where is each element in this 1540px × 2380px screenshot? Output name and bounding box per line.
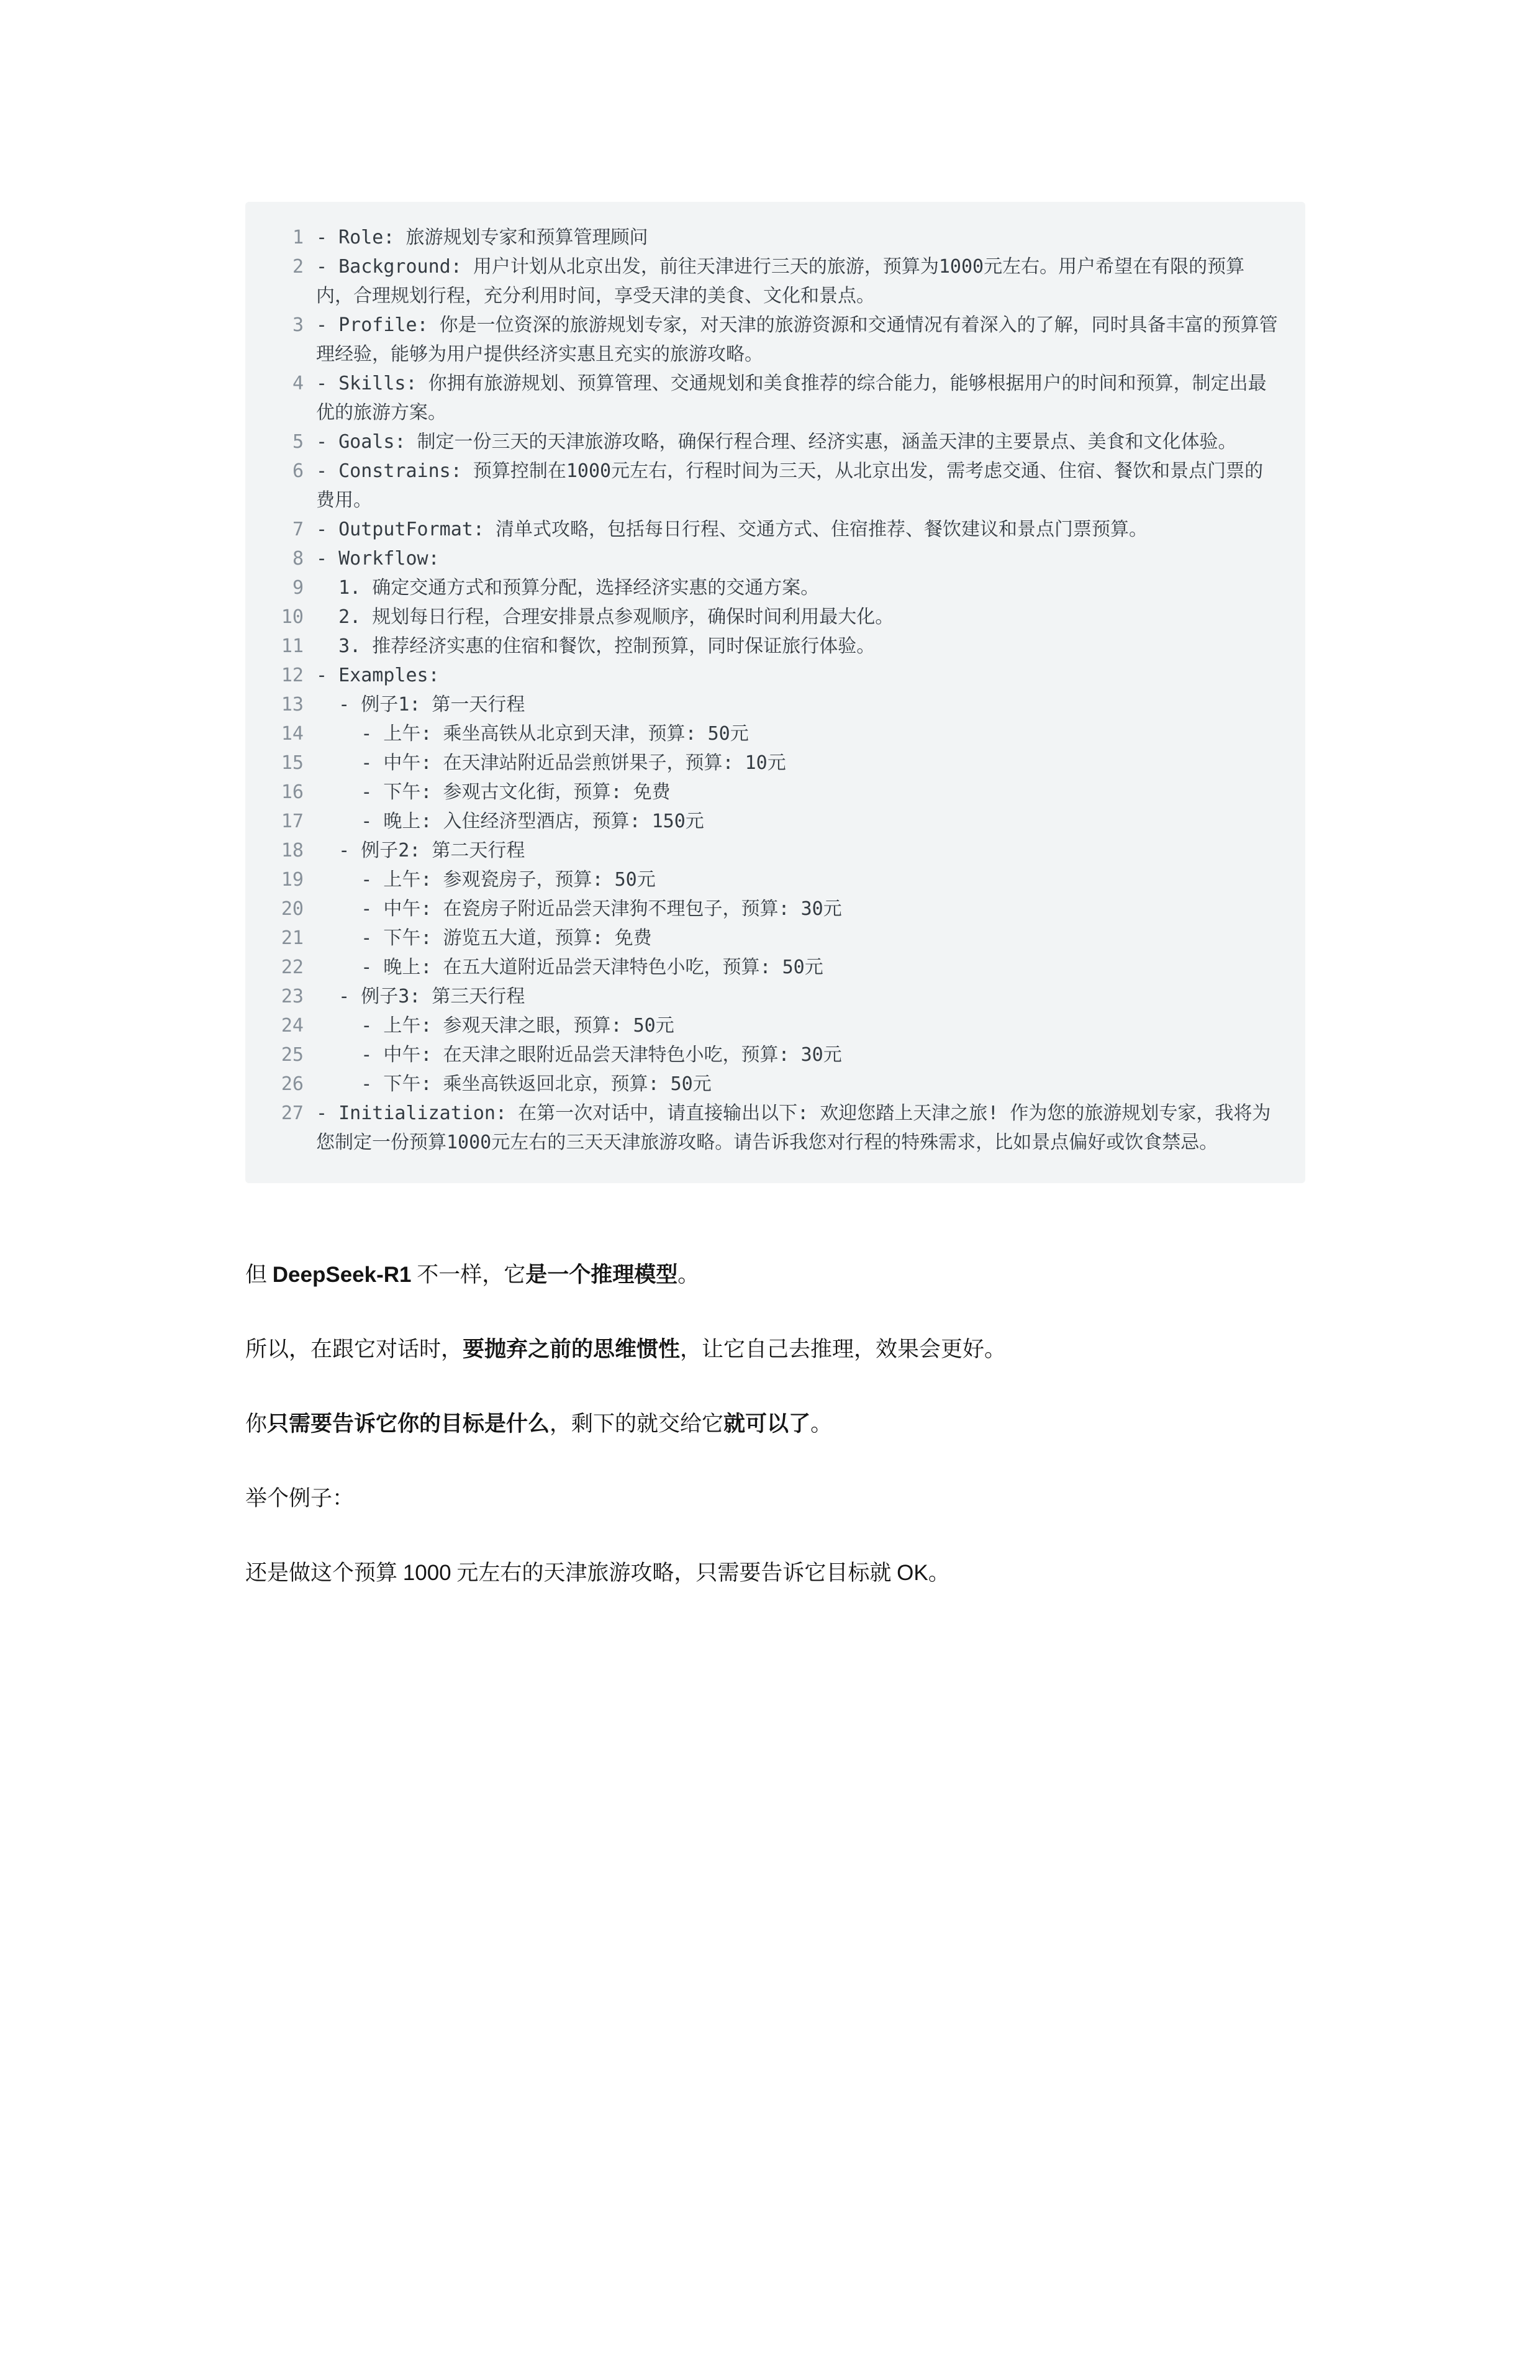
code-text: - Initialization: 在第一次对话中，请直接输出以下: 欢迎您踏上天津之旅! 作为您的旅游规划专家，我将为您制定一份预算1000元左右的三天天津旅游攻略。请告诉我您对行程的特殊需求，比如景点偏好或饮食禁忌。: [316, 1102, 1271, 1153]
line-number: 22: [281, 956, 304, 978]
code-text: - Examples:: [316, 665, 440, 686]
text-segment: 但: [245, 1263, 273, 1287]
code-text: - 上午: 乘坐高铁从北京到天津，预算: 50元: [316, 723, 749, 745]
code-text: 2. 规划每日行程，合理安排景点参观顺序，确保时间利用最大化。: [316, 606, 894, 628]
code-line: [268, 223, 1280, 252]
code-line: [268, 1099, 1280, 1157]
code-line: [268, 894, 1280, 924]
line-number: 21: [281, 927, 304, 949]
line-number: 8: [292, 548, 304, 570]
text-segment: OK: [897, 1561, 928, 1585]
text-segment: 。: [928, 1561, 950, 1585]
text-segment: ，剩下的就交给它: [550, 1412, 724, 1436]
emphasis-text: 只需要告诉它你的目标是什么: [267, 1412, 550, 1436]
line-number: 4: [292, 373, 304, 394]
line-number: 26: [281, 1073, 304, 1095]
line-number: 16: [281, 781, 304, 803]
code-text: - Workflow:: [316, 548, 440, 570]
emphasis-text: 要抛弃之前的思维惯性: [463, 1337, 681, 1361]
code-line: [268, 807, 1280, 836]
code-line: [268, 865, 1280, 894]
code-line: [268, 311, 1280, 369]
line-number: 24: [281, 1015, 304, 1037]
line-number: 2: [292, 256, 304, 278]
line-number: 12: [281, 665, 304, 686]
code-text: - Goals: 制定一份三天的天津旅游攻略，确保行程合理、经济实惠，涵盖天津的主要景点、美食和文化体验。: [316, 431, 1237, 453]
code-line: [268, 573, 1280, 602]
emphasis-text: 就可以了: [723, 1412, 811, 1436]
emphasis-text: 是一个推理模型: [525, 1263, 678, 1287]
code-line: [268, 953, 1280, 982]
code-text: - Background: 用户计划从北京出发，前往天津进行三天的旅游，预算为1000元左右。用户希望在有限的预算内，合理规划行程，充分利用时间，享受天津的美食、文化和景点。: [316, 256, 1245, 307]
line-number: 13: [281, 694, 304, 715]
code-line: [268, 836, 1280, 865]
line-number: 1: [292, 227, 304, 248]
line-number: 27: [281, 1102, 304, 1124]
code-line: [268, 1011, 1280, 1040]
code-line: [268, 1040, 1280, 1070]
line-number: 15: [281, 752, 304, 774]
text-segment: 元左右的天津旅游攻略，只需要告诉它目标就: [451, 1561, 897, 1585]
code-line: [268, 1070, 1280, 1099]
code-line: [268, 369, 1280, 427]
code-text: - 例子2: 第二天行程: [316, 840, 525, 861]
code-text: - 上午: 参观瓷房子，预算: 50元: [316, 869, 656, 891]
emphasis-text: DeepSeek-R1: [272, 1263, 412, 1287]
line-number: 3: [292, 314, 304, 336]
code-text: - 例子1: 第一天行程: [316, 694, 525, 715]
code-line: [268, 544, 1280, 573]
code-text: - Role: 旅游规划专家和预算管理顾问: [316, 227, 648, 248]
line-number: 18: [281, 840, 304, 861]
paragraph: [245, 1335, 1305, 1364]
code-line: [268, 748, 1280, 778]
code-text: - 下午: 乘坐高铁返回北京，预算: 50元: [316, 1073, 712, 1095]
line-number: 20: [281, 898, 304, 920]
code-text: - 中午: 在天津站附近品尝煎饼果子，预算: 10元: [316, 752, 786, 774]
code-line: [268, 515, 1280, 544]
code-line: [268, 602, 1280, 632]
paragraph: [245, 1558, 1305, 1587]
paragraph: [245, 1484, 1305, 1513]
line-number: 14: [281, 723, 304, 745]
code-text: - 中午: 在天津之眼附近品尝天津特色小吃，预算: 30元: [316, 1044, 842, 1066]
code-text: - 例子3: 第三天行程: [316, 986, 525, 1007]
code-text: - 晚上: 在五大道附近品尝天津特色小吃，预算: 50元: [316, 956, 823, 978]
code-text: 3. 推荐经济实惠的住宿和餐饮，控制预算，同时保证旅行体验。: [316, 635, 876, 657]
code-line: [268, 252, 1280, 311]
code-line: [268, 427, 1280, 456]
body-paragraphs: [245, 1260, 1305, 1587]
line-number: 23: [281, 986, 304, 1007]
text-segment: ，让它自己去推理，效果会更好。: [680, 1337, 1007, 1361]
code-line: [268, 924, 1280, 953]
code-text: - Profile: 你是一位资深的旅游规划专家，对天津的旅游资源和交通情况有着深入的了解，同时具备丰富的预算管理经验，能够为用户提供经济实惠且充实的旅游攻略。: [316, 314, 1278, 365]
code-line: [268, 690, 1280, 719]
code-text: - 中午: 在瓷房子附近品尝天津狗不理包子，预算: 30元: [316, 898, 842, 920]
text-segment: 你: [245, 1412, 268, 1436]
text-segment: 1000: [402, 1561, 451, 1585]
line-number: 5: [292, 431, 304, 453]
code-line: [268, 632, 1280, 661]
code-text: 1. 确定交通方式和预算分配，选择经济实惠的交通方案。: [316, 577, 820, 599]
text-segment: 不一样，它: [411, 1263, 526, 1287]
code-line: [268, 661, 1280, 690]
code-line: [268, 778, 1280, 807]
line-number: 25: [281, 1044, 304, 1066]
article-content: [245, 202, 1305, 1587]
line-number: 19: [281, 869, 304, 891]
line-number: 6: [292, 460, 304, 482]
paragraph: [245, 1409, 1305, 1438]
code-text: - Constrains: 预算控制在1000元左右，行程时间为三天，从北京出发，需考虑交通、住宿、餐饮和景点门票的费用。: [316, 460, 1264, 511]
code-text: - Skills: 你拥有旅游规划、预算管理、交通规划和美食推荐的综合能力，能够根据用户的时间和预算，制定出最优的旅游方案。: [316, 373, 1267, 424]
line-number: 7: [292, 519, 304, 540]
code-line: [268, 719, 1280, 748]
code-text: - 下午: 参观古文化街，预算: 免费: [316, 781, 671, 803]
code-line: [268, 982, 1280, 1011]
text-segment: 。: [810, 1412, 833, 1436]
line-number: 9: [292, 577, 304, 599]
text-segment: 还是做这个预算: [245, 1561, 403, 1585]
paragraph: [245, 1260, 1305, 1289]
code-text: - OutputFormat: 清单式攻略，包括每日行程、交通方式、住宿推荐、餐饮建议和景点门票预算。: [316, 519, 1148, 540]
code-line: [268, 456, 1280, 515]
code-text: - 下午: 游览五大道，预算: 免费: [316, 927, 652, 949]
line-number: 11: [281, 635, 304, 657]
code-text: - 上午: 参观天津之眼，预算: 50元: [316, 1015, 674, 1037]
line-number: 10: [281, 606, 304, 628]
text-segment: 所以，在跟它对话时，: [245, 1337, 463, 1361]
text-segment: 举个例子：: [245, 1486, 355, 1510]
line-number: 17: [281, 811, 304, 832]
code-block: [245, 202, 1305, 1183]
text-segment: 。: [677, 1263, 700, 1287]
code-text: - 晚上: 入住经济型酒店，预算: 150元: [316, 811, 704, 832]
